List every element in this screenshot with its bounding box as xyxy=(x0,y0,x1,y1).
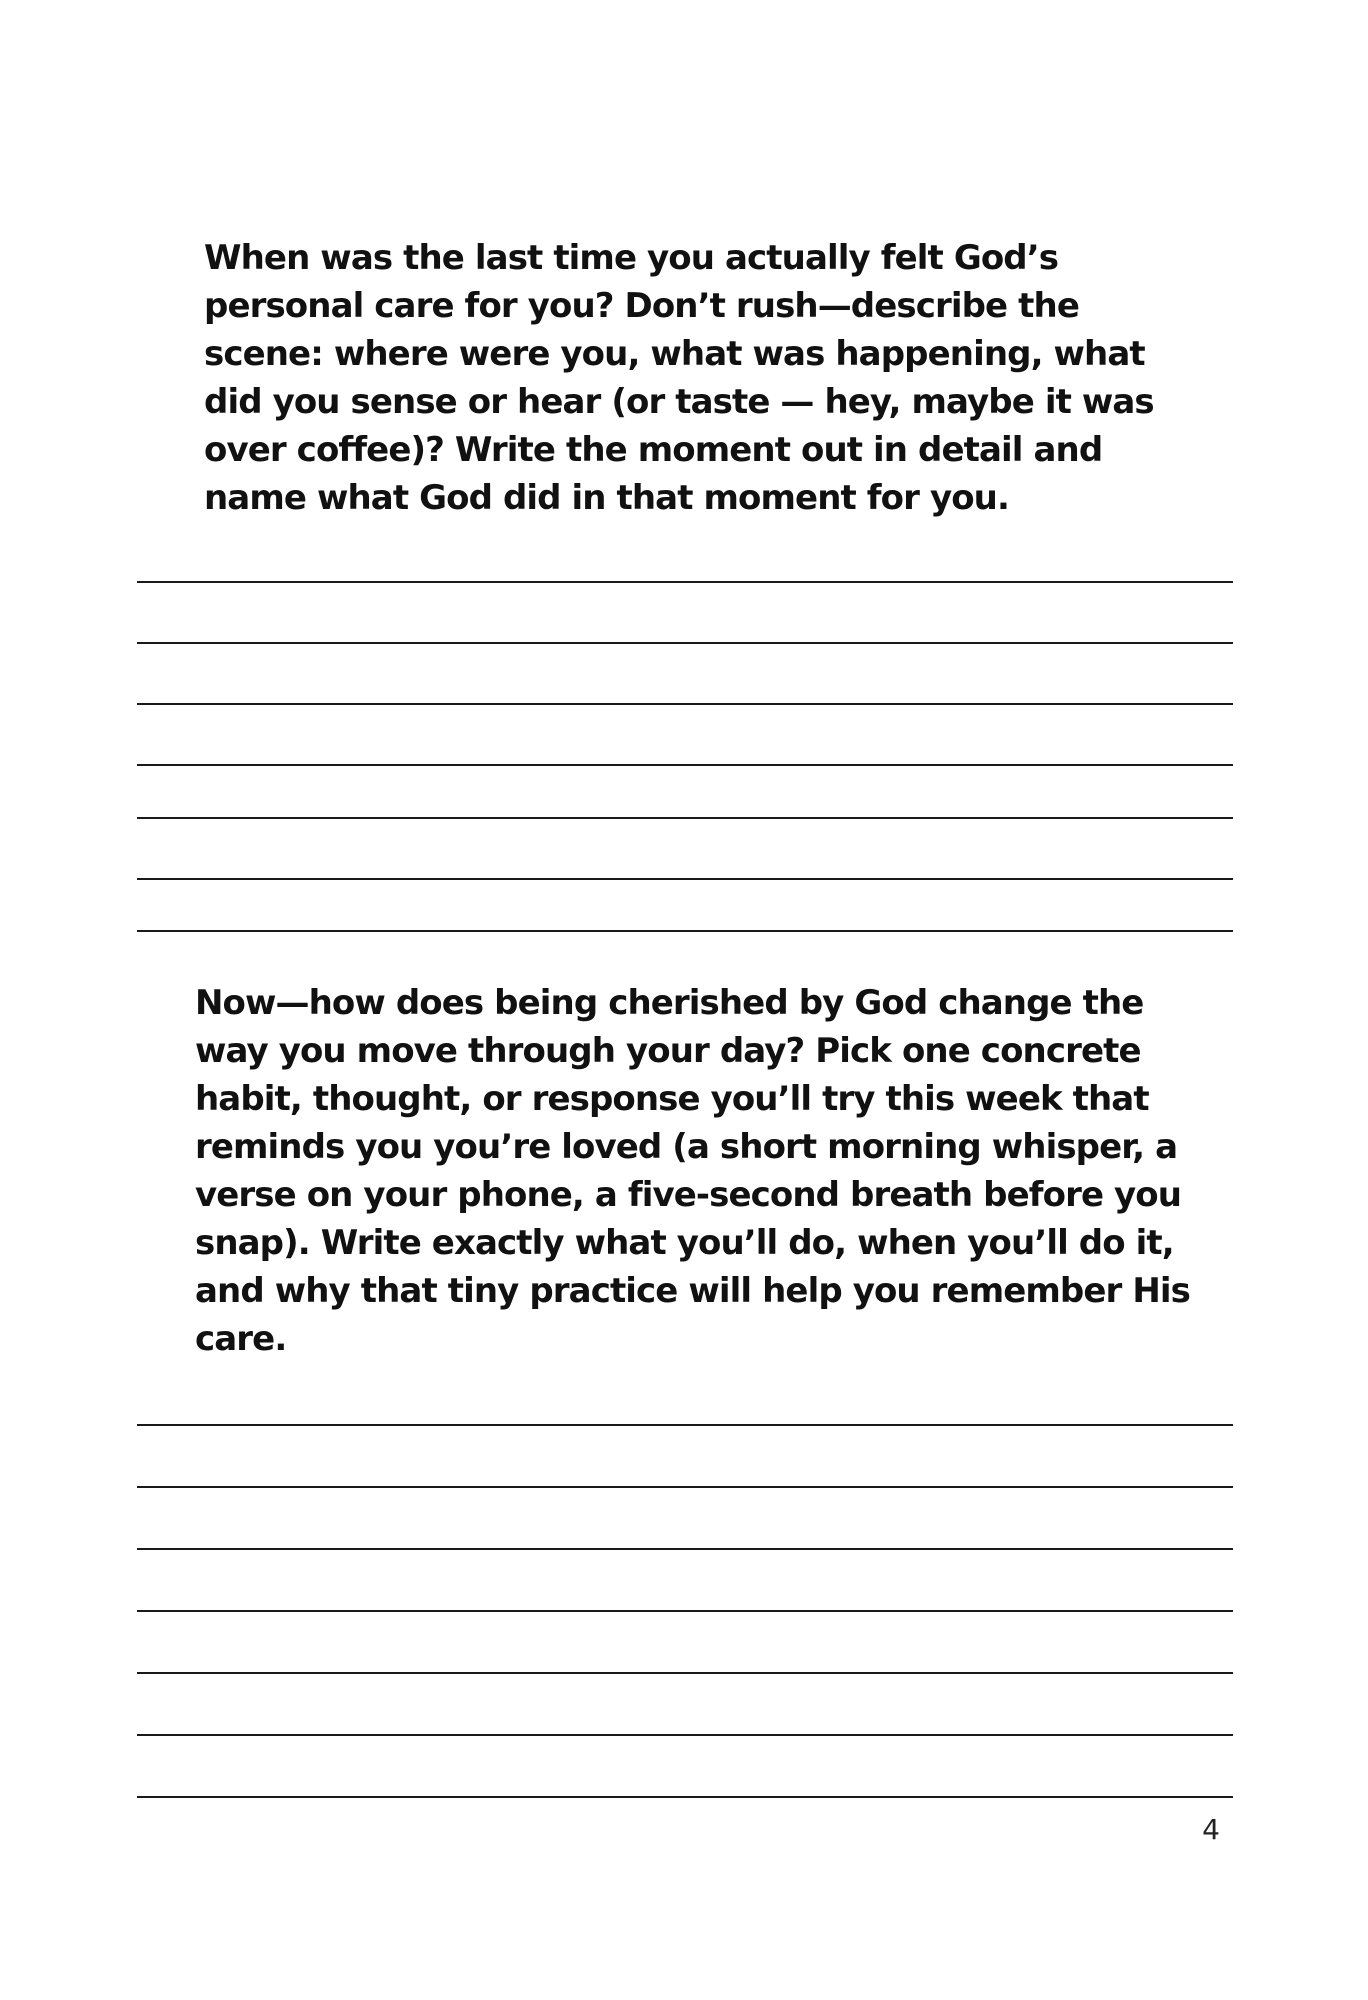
writing-line[interactable] xyxy=(137,1548,1233,1550)
journal-prompt-1 xyxy=(204,234,1154,522)
writing-line[interactable] xyxy=(137,930,1233,932)
writing-line[interactable] xyxy=(137,1610,1233,1612)
prompt-1-line: over coffee)? Write the moment out in detail and xyxy=(204,430,1103,470)
writing-line[interactable] xyxy=(137,642,1233,644)
prompt-2-line: Now—how does being cherished by God change the xyxy=(195,983,1144,1023)
prompt-2-line: verse on your phone, a five-second breath before you xyxy=(195,1175,1182,1215)
prompt-1-line: did you sense or hear (or taste — hey, maybe it was xyxy=(204,382,1154,422)
prompt-1-line: When was the last time you actually felt God’s xyxy=(204,238,1059,278)
journal-prompt-2 xyxy=(195,979,1190,1363)
writing-line[interactable] xyxy=(137,1486,1233,1488)
prompt-1-line: name what God did in that moment for you. xyxy=(204,478,1009,518)
writing-line[interactable] xyxy=(137,1796,1233,1798)
writing-line[interactable] xyxy=(137,1424,1233,1426)
prompt-2-line: and why that tiny practice will help you remember His xyxy=(195,1271,1190,1311)
prompt-2-line: reminds you you’re loved (a short morning whisper, a xyxy=(195,1127,1178,1167)
prompt-1-line: scene: where were you, what was happening, what xyxy=(204,334,1145,374)
page-number: 4 xyxy=(1202,1813,1220,1846)
writing-line[interactable] xyxy=(137,703,1233,705)
prompt-2-line: snap). Write exactly what you’ll do, when you’ll do it, xyxy=(195,1223,1174,1263)
prompt-2-line: habit, thought, or response you’ll try this week that xyxy=(195,1079,1149,1119)
writing-line[interactable] xyxy=(137,581,1233,583)
prompt-1-line: personal care for you? Don’t rush—describe the xyxy=(204,286,1079,326)
writing-line[interactable] xyxy=(137,817,1233,819)
writing-line[interactable] xyxy=(137,878,1233,880)
writing-line[interactable] xyxy=(137,1734,1233,1736)
writing-line[interactable] xyxy=(137,764,1233,766)
writing-line[interactable] xyxy=(137,1672,1233,1674)
prompt-2-line: way you move through your day? Pick one concrete xyxy=(195,1031,1141,1071)
prompt-2-line: care. xyxy=(195,1319,287,1359)
